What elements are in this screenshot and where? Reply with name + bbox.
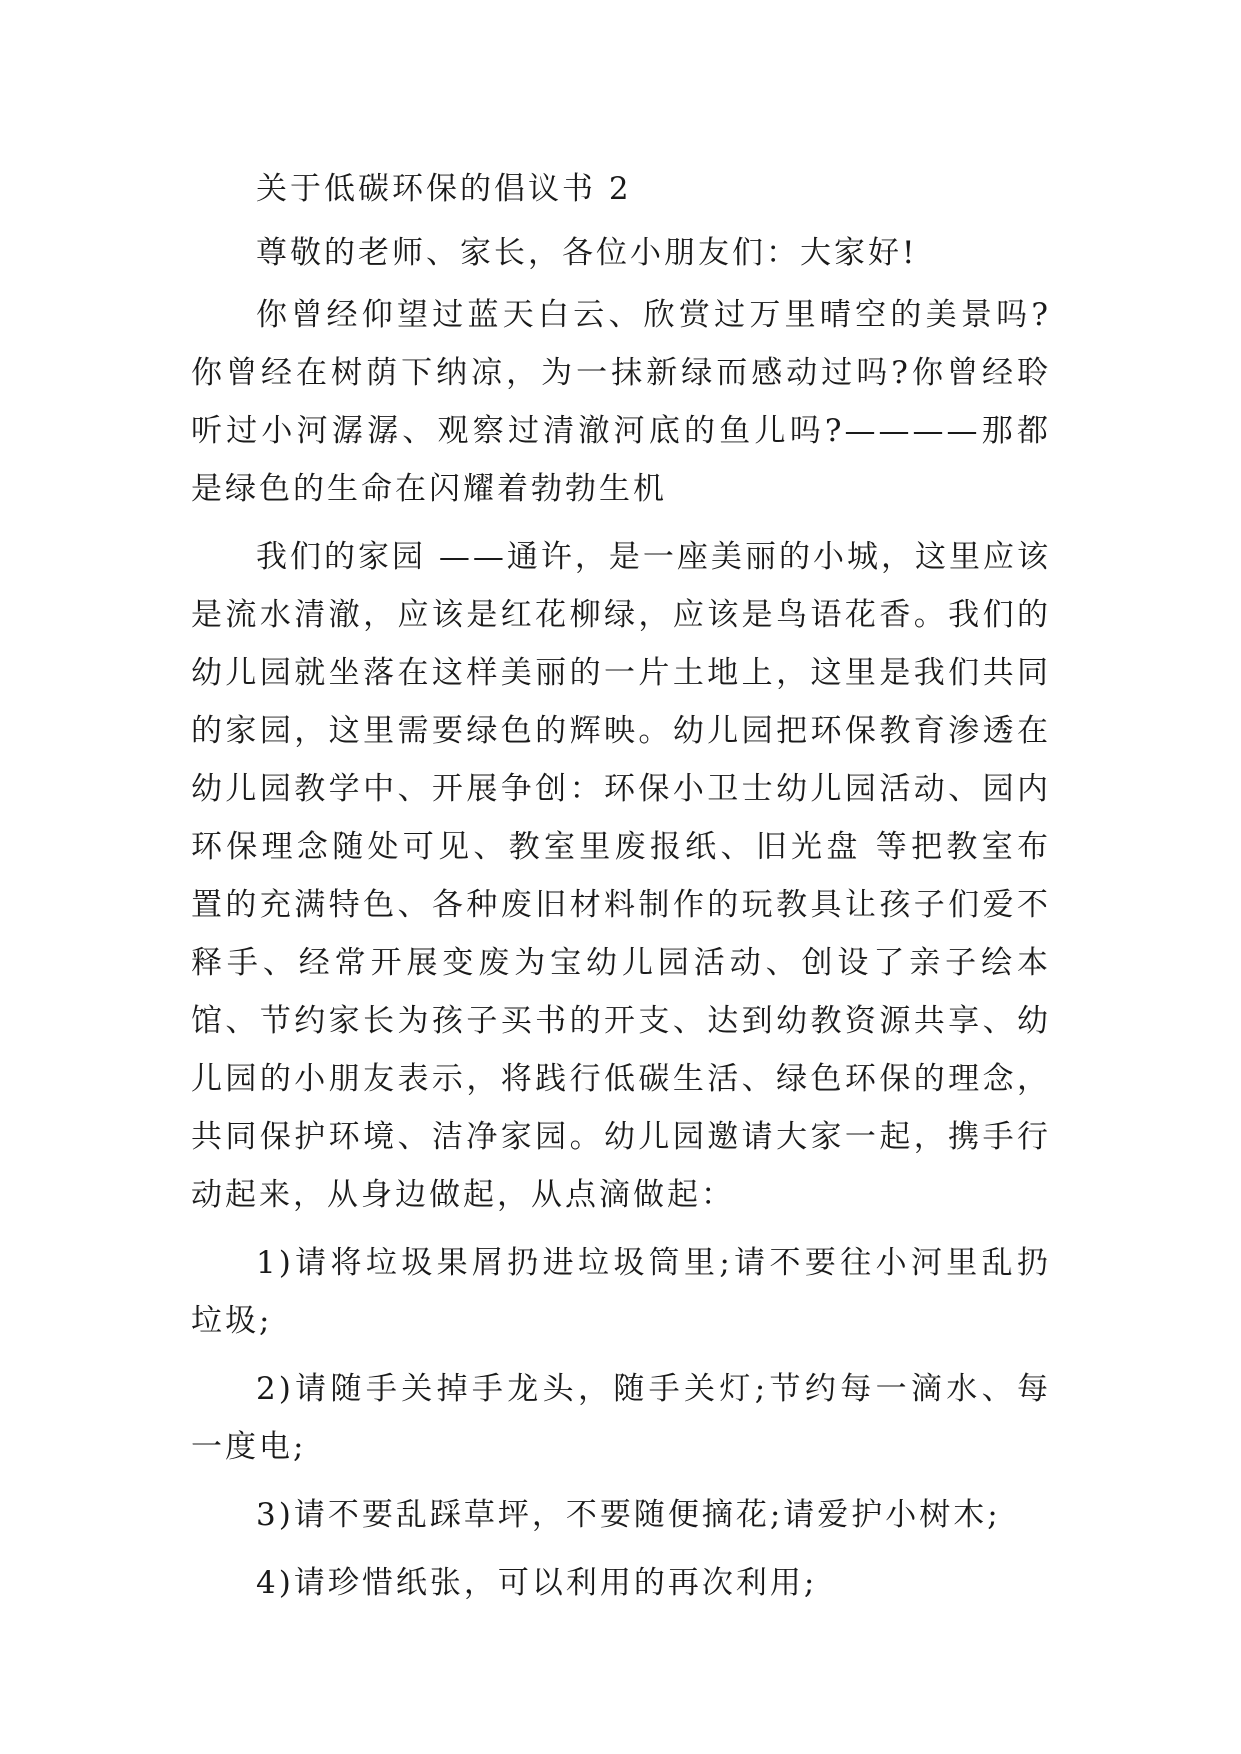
document-body (191, 160, 1051, 1622)
greeting-line: 尊敬的老师、家长，各位小朋友们：大家好! (256, 235, 918, 271)
list-item: 3)请不要乱踩草坪，不要随便摘花;请爱护小树木; (256, 1497, 1001, 1533)
paragraph-main: 我们的家园 ——通许，是一座美丽的小城，这里应该是流水清澈，应该是红花柳绿，应该是鸟语花香。我们的幼儿园就坐落在这样美丽的一片土地上，这里是我们共同的家园，这里需要绿色的辉映。幼儿园把环保教育渗透在幼儿园教学中、开展争创：环保小卫士幼儿园活动、园内环保理念随处可见、教室里废报纸、旧光盘 等把教室布置的充满特色、各种废旧材料制作的玩教具让孩子们爱不释手、经常开展变废为宝幼儿园活动、创设了亲子绘本馆、节约家长为孩子买书的开支、达到幼教资源共享、幼儿园的小朋友表示，将践行低碳生活、绿色环保的理念，共同保护环境、洁净家园。幼儿园邀请大家一起，携手行动起来，从身边做起，从点滴做起： (191, 539, 1051, 1213)
paragraph-intro: 你曾经仰望过蓝天白云、欣赏过万里晴空的美景吗?你曾经在树荫下纳凉，为一抹新绿而感动过吗?你曾经聆听过小河潺潺、观察过清澈河底的鱼儿吗?————那都是绿色的生命在闪耀着勃勃生机 (191, 297, 1051, 507)
list-item: 2)请随手关掉手龙头，随手关灯;节约每一滴水、每一度电; (191, 1371, 1051, 1465)
document-title: 关于低碳环保的倡议书 2 (256, 171, 632, 207)
list-item: 4)请珍惜纸张，可以利用的再次利用; (256, 1565, 818, 1601)
list-item: 1)请将垃圾果屑扔进垃圾筒里;请不要往小河里乱扔垃圾; (191, 1245, 1051, 1339)
